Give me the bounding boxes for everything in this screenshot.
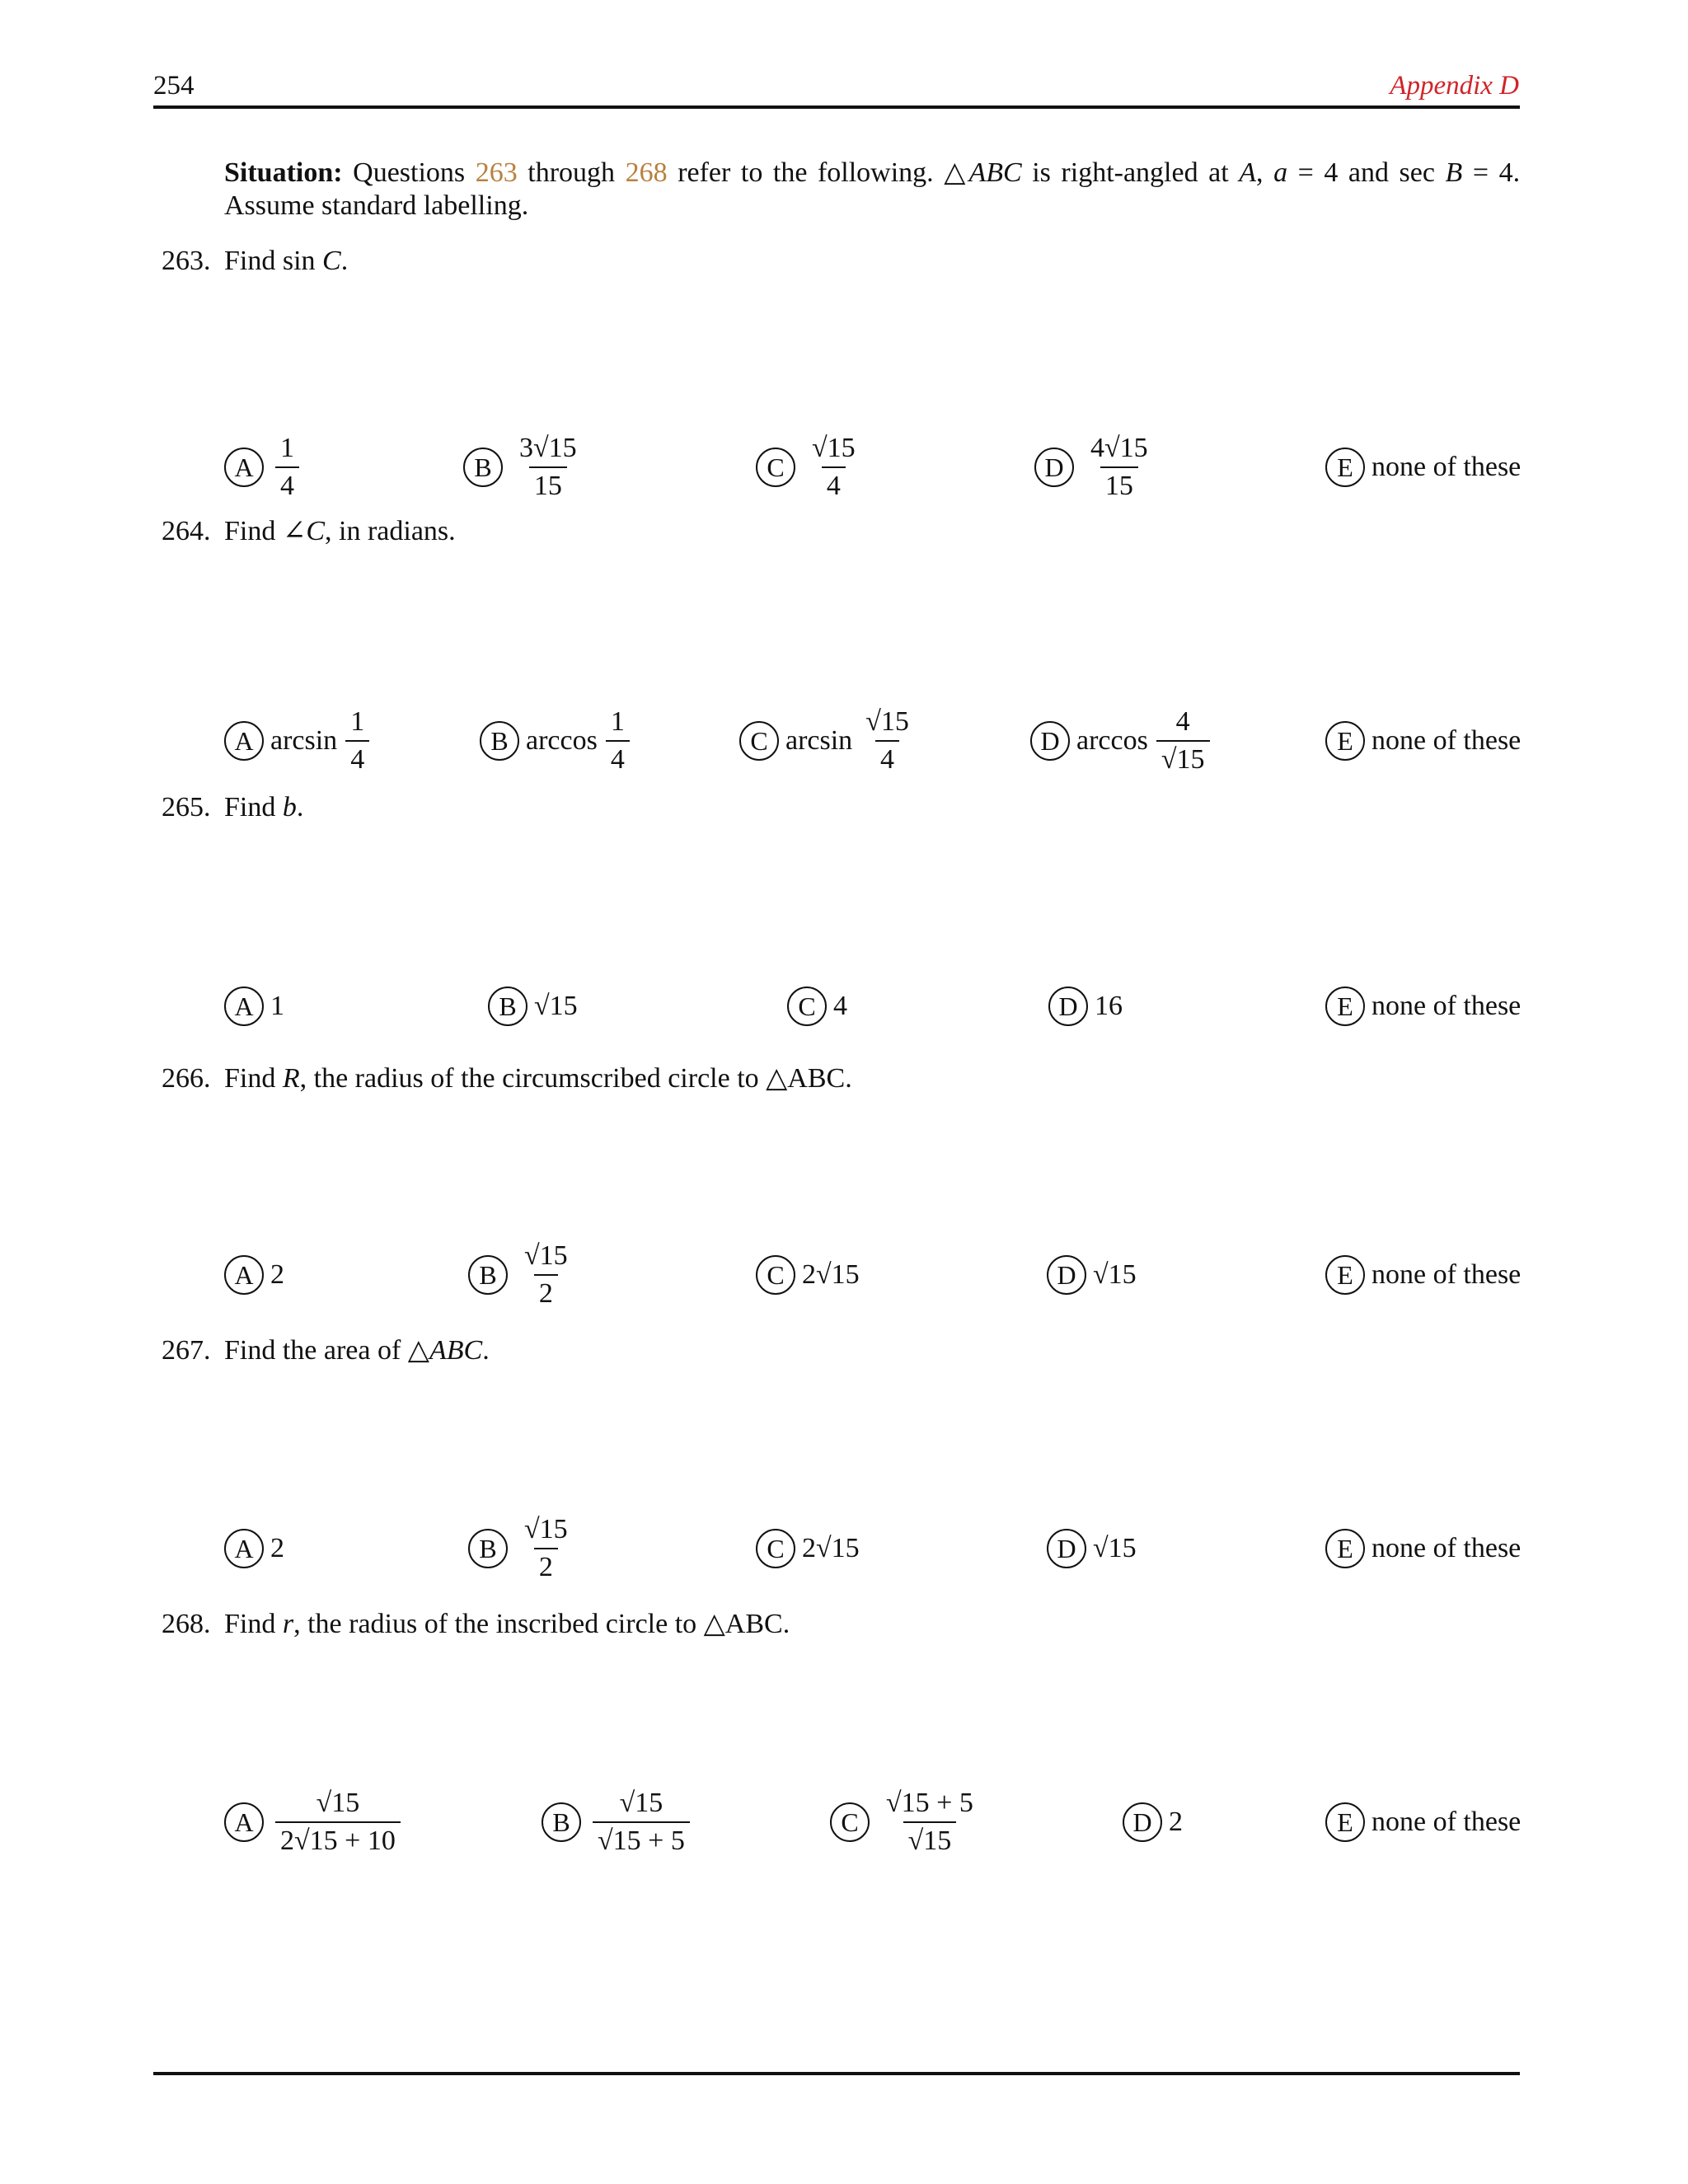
question-variable: r bbox=[282, 1609, 294, 1639]
choice-letter-circle[interactable]: D bbox=[1047, 1529, 1086, 1568]
answer-text: 2 bbox=[270, 1259, 284, 1290]
choice-a[interactable] bbox=[224, 969, 284, 1043]
numerator: √15 bbox=[524, 1240, 568, 1271]
question-number: 264. bbox=[162, 516, 211, 546]
denominator: 4 bbox=[822, 466, 846, 501]
choice-c[interactable] bbox=[830, 1785, 978, 1859]
choice-answer bbox=[526, 707, 630, 775]
choice-letter-circle[interactable]: D bbox=[1034, 448, 1074, 487]
page-number: 254 bbox=[153, 71, 195, 101]
answer-text: none of these bbox=[1372, 991, 1522, 1021]
choice-answer bbox=[270, 991, 284, 1022]
choice-answer bbox=[1169, 1807, 1183, 1838]
choice-d[interactable] bbox=[1030, 704, 1210, 778]
section-title: Appendix D bbox=[1390, 71, 1519, 101]
numerator: √15 + 5 bbox=[886, 1788, 973, 1818]
denominator: √15 bbox=[1156, 740, 1210, 775]
answer-text: none of these bbox=[1372, 1807, 1522, 1837]
question-number: 268. bbox=[162, 1609, 211, 1639]
answer-text: 2√15 bbox=[802, 1533, 860, 1563]
situation-var: A bbox=[1239, 157, 1257, 188]
situation-text: through bbox=[528, 157, 616, 188]
choice-letter-circle[interactable]: C bbox=[756, 1255, 795, 1295]
choice-letter-circle[interactable]: D bbox=[1123, 1802, 1162, 1842]
choice-letter-circle[interactable]: E bbox=[1325, 721, 1365, 761]
denominator: 4 bbox=[875, 740, 899, 775]
choice-row bbox=[224, 969, 1520, 1043]
denominator: 4 bbox=[606, 740, 630, 775]
choice-row bbox=[224, 430, 1520, 504]
header-rule bbox=[153, 105, 1520, 109]
choice-answer bbox=[1372, 1807, 1521, 1838]
question-text: Find bbox=[224, 1609, 283, 1639]
choice-answer bbox=[802, 434, 860, 501]
situation-var: B bbox=[1445, 157, 1463, 188]
choice-e[interactable] bbox=[1325, 430, 1521, 504]
choice-c[interactable] bbox=[756, 1511, 860, 1586]
denominator: 2 bbox=[534, 1548, 558, 1582]
choice-d[interactable] bbox=[1047, 1238, 1137, 1312]
choice-letter-circle[interactable]: E bbox=[1325, 1802, 1365, 1842]
choice-a[interactable] bbox=[224, 1511, 284, 1586]
choice-answer bbox=[270, 434, 299, 501]
situation-text: refer to the following. △ bbox=[678, 157, 969, 188]
choice-letter-circle[interactable]: C bbox=[787, 987, 827, 1026]
choice-answer bbox=[1372, 1533, 1521, 1564]
fraction bbox=[519, 1515, 573, 1582]
choice-letter-circle[interactable]: A bbox=[224, 987, 264, 1026]
choice-answer bbox=[514, 1241, 573, 1309]
question-text: Find sin bbox=[224, 246, 323, 276]
choice-letter-circle[interactable]: A bbox=[224, 1802, 264, 1842]
choice-answer bbox=[514, 1515, 573, 1582]
situation-text: , bbox=[1256, 157, 1274, 188]
choice-e[interactable] bbox=[1325, 704, 1521, 778]
question-link-268[interactable]: 268 bbox=[625, 157, 668, 188]
choice-letter-circle[interactable]: E bbox=[1325, 1255, 1365, 1295]
question-number: 267. bbox=[162, 1335, 211, 1366]
choice-answer bbox=[270, 1533, 284, 1564]
numerator: 3√15 bbox=[519, 433, 577, 463]
choice-letter-circle[interactable]: A bbox=[224, 1529, 264, 1568]
denominator: √15 + 5 bbox=[593, 1821, 690, 1856]
numerator: 4√15 bbox=[1090, 433, 1148, 463]
choice-row bbox=[224, 1511, 1520, 1586]
choice-answer bbox=[1093, 1533, 1137, 1564]
choice-answer bbox=[1372, 452, 1521, 483]
choice-row bbox=[224, 704, 1520, 778]
question-number: 263. bbox=[162, 246, 211, 276]
choice-letter-circle[interactable]: C bbox=[756, 1529, 795, 1568]
choice-c[interactable] bbox=[787, 969, 847, 1043]
choice-answer bbox=[1372, 991, 1521, 1022]
situation-text: is right-angled at bbox=[1021, 157, 1240, 188]
fraction bbox=[275, 434, 299, 501]
numerator: √15 bbox=[812, 433, 856, 463]
fraction bbox=[275, 1788, 401, 1856]
situation-text: Questions bbox=[353, 157, 466, 188]
question-number: 266. bbox=[162, 1063, 211, 1094]
answer-text: 2 bbox=[1169, 1807, 1183, 1837]
choice-letter-circle[interactable]: B bbox=[488, 987, 528, 1026]
choice-b[interactable] bbox=[542, 1785, 690, 1859]
choice-answer bbox=[1372, 1259, 1521, 1291]
denominator: 15 bbox=[529, 466, 567, 501]
choice-answer bbox=[876, 1788, 978, 1856]
function-name: arcsin bbox=[785, 725, 853, 756]
numerator: 1 bbox=[280, 433, 294, 463]
situation-var: ABC bbox=[968, 157, 1022, 188]
choice-letter-circle[interactable]: C bbox=[739, 721, 779, 761]
choice-a[interactable] bbox=[224, 704, 369, 778]
question-263 bbox=[162, 246, 348, 277]
question-text: , the radius of the inscribed circle to △ABC. bbox=[293, 1609, 790, 1639]
choice-answer bbox=[802, 1259, 860, 1291]
choice-e[interactable] bbox=[1325, 1511, 1521, 1586]
question-text: Find bbox=[224, 1063, 283, 1094]
choice-answer bbox=[1093, 1259, 1137, 1291]
numerator: 1 bbox=[610, 706, 625, 737]
question-variable: C bbox=[322, 246, 341, 276]
choice-answer bbox=[270, 707, 369, 775]
question-link-263[interactable]: 263 bbox=[475, 157, 518, 188]
numerator: 1 bbox=[350, 706, 365, 737]
question-text: , the radius of the circumscribed circle to △ABC. bbox=[299, 1063, 852, 1094]
answer-text: 16 bbox=[1095, 991, 1123, 1021]
answer-text: √15 bbox=[534, 991, 578, 1021]
question-variable: b bbox=[282, 792, 297, 823]
fraction bbox=[881, 1788, 978, 1856]
function-name: arcsin bbox=[270, 725, 338, 756]
question-265 bbox=[162, 792, 303, 823]
numerator: √15 bbox=[865, 706, 909, 737]
choice-letter-circle[interactable]: B bbox=[468, 1255, 508, 1295]
choice-letter-circle[interactable]: E bbox=[1325, 1529, 1365, 1568]
answer-text: √15 bbox=[1093, 1533, 1137, 1563]
choice-letter-circle[interactable]: B bbox=[480, 721, 519, 761]
fraction bbox=[1085, 434, 1153, 501]
choice-answer bbox=[270, 1259, 284, 1291]
numerator: √15 bbox=[316, 1788, 360, 1818]
choice-answer bbox=[1076, 707, 1210, 775]
denominator: 15 bbox=[1100, 466, 1138, 501]
question-number: 265. bbox=[162, 792, 211, 823]
question-264 bbox=[162, 514, 456, 547]
choice-letter-circle[interactable]: A bbox=[224, 721, 264, 761]
question-variable: ABC bbox=[429, 1335, 483, 1366]
choice-row bbox=[224, 1785, 1520, 1859]
denominator: 4 bbox=[345, 740, 369, 775]
situation-paragraph bbox=[224, 157, 1520, 223]
choice-answer bbox=[802, 1533, 860, 1564]
choice-b[interactable] bbox=[468, 1511, 573, 1586]
choice-answer bbox=[534, 991, 578, 1022]
answer-text: none of these bbox=[1372, 1533, 1522, 1563]
choice-answer bbox=[1095, 991, 1123, 1022]
function-name: arccos bbox=[1076, 725, 1148, 756]
situation-var: a bbox=[1273, 157, 1288, 188]
choice-c[interactable] bbox=[756, 430, 860, 504]
choice-answer bbox=[270, 1788, 401, 1856]
choice-answer bbox=[1081, 434, 1153, 501]
question-268 bbox=[162, 1607, 790, 1640]
numerator: √15 bbox=[619, 1788, 663, 1818]
answer-text: 4 bbox=[833, 991, 847, 1021]
question-text: Find the area of △ bbox=[224, 1335, 429, 1366]
question-text: Find bbox=[224, 792, 283, 823]
choice-c[interactable] bbox=[739, 704, 914, 778]
fraction bbox=[1156, 707, 1210, 775]
question-variable: C bbox=[306, 516, 326, 546]
choice-d[interactable] bbox=[1048, 969, 1123, 1043]
choice-letter-circle[interactable]: A bbox=[224, 1255, 264, 1295]
question-text: Find ∠ bbox=[224, 516, 307, 546]
choice-a[interactable] bbox=[224, 430, 299, 504]
choice-letter-circle[interactable]: B bbox=[463, 448, 503, 487]
denominator: 2 bbox=[534, 1274, 558, 1309]
choice-letter-circle[interactable]: D bbox=[1047, 1255, 1086, 1295]
fraction bbox=[345, 707, 369, 775]
choice-letter-circle[interactable]: A bbox=[224, 448, 264, 487]
choice-row bbox=[224, 1238, 1520, 1312]
fraction bbox=[860, 707, 914, 775]
choice-b[interactable] bbox=[468, 1238, 573, 1312]
question-text: . bbox=[340, 246, 349, 276]
footer-rule bbox=[153, 2072, 1520, 2075]
choice-c[interactable] bbox=[756, 1238, 860, 1312]
choice-letter-circle[interactable]: B bbox=[542, 1802, 581, 1842]
choice-letter-circle[interactable]: B bbox=[468, 1529, 508, 1568]
choice-a[interactable] bbox=[224, 1238, 284, 1312]
answer-text: 2 bbox=[270, 1533, 284, 1563]
numerator: 4 bbox=[1175, 706, 1190, 737]
answer-text: 2√15 bbox=[802, 1259, 860, 1290]
function-name: arccos bbox=[526, 725, 598, 756]
question-variable: R bbox=[282, 1063, 300, 1094]
question-text: . bbox=[482, 1335, 490, 1366]
choice-answer bbox=[509, 434, 582, 501]
choice-letter-circle[interactable]: C bbox=[830, 1802, 870, 1842]
answer-text: 1 bbox=[270, 991, 284, 1021]
choice-answer bbox=[833, 991, 847, 1022]
choice-b[interactable] bbox=[463, 430, 582, 504]
denominator: 4 bbox=[275, 466, 299, 501]
denominator: 2√15 + 10 bbox=[275, 1821, 401, 1856]
choice-letter-circle[interactable]: D bbox=[1048, 987, 1088, 1026]
question-text: , in radians. bbox=[325, 516, 456, 546]
answer-text: none of these bbox=[1372, 725, 1522, 756]
choice-d[interactable] bbox=[1123, 1785, 1183, 1859]
fraction bbox=[807, 434, 860, 501]
fraction bbox=[593, 1788, 690, 1856]
choice-d[interactable] bbox=[1034, 430, 1153, 504]
choice-letter-circle[interactable]: D bbox=[1030, 721, 1070, 761]
choice-letter-circle[interactable]: C bbox=[756, 448, 795, 487]
question-267 bbox=[162, 1333, 490, 1366]
choice-e[interactable] bbox=[1325, 969, 1521, 1043]
choice-e[interactable] bbox=[1325, 1238, 1521, 1312]
answer-text: none of these bbox=[1372, 1259, 1522, 1290]
choice-b[interactable] bbox=[488, 969, 578, 1043]
choice-d[interactable] bbox=[1047, 1511, 1137, 1586]
choice-answer bbox=[588, 1788, 690, 1856]
fraction bbox=[519, 1241, 573, 1309]
choice-letter-circle[interactable]: E bbox=[1325, 987, 1365, 1026]
fraction bbox=[514, 434, 582, 501]
situation-label: Situation: bbox=[224, 157, 343, 188]
choice-answer bbox=[785, 707, 914, 775]
answer-text: √15 bbox=[1093, 1259, 1137, 1290]
choice-a[interactable] bbox=[224, 1785, 401, 1859]
situation-text: = 4 and sec bbox=[1287, 157, 1446, 188]
situation-text: = 4. Assume standard labelling. bbox=[224, 157, 1521, 221]
fraction bbox=[606, 707, 630, 775]
choice-letter-circle[interactable]: E bbox=[1325, 448, 1365, 487]
numerator: √15 bbox=[524, 1514, 568, 1544]
denominator: √15 bbox=[903, 1821, 957, 1856]
choice-e[interactable] bbox=[1325, 1785, 1521, 1859]
question-text: . bbox=[296, 792, 304, 823]
answer-text: none of these bbox=[1372, 452, 1522, 482]
choice-b[interactable] bbox=[480, 704, 630, 778]
question-266 bbox=[162, 1062, 852, 1094]
choice-answer bbox=[1372, 725, 1521, 757]
